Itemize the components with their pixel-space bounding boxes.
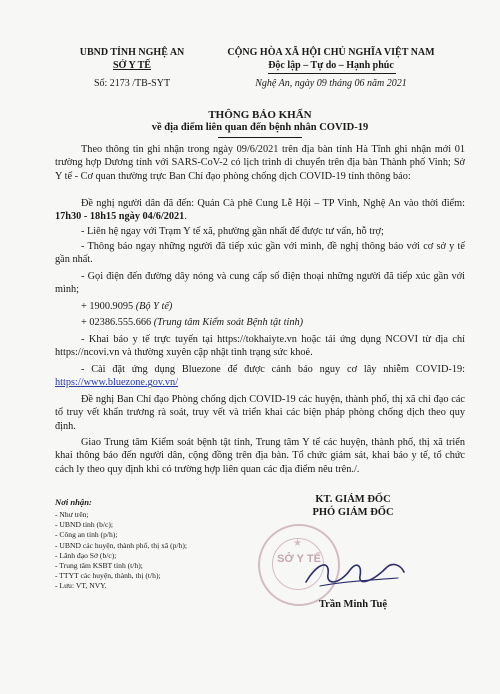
recipient-item: - Công an tỉnh (p/h); <box>55 530 118 540</box>
paragraph-location <box>55 197 465 224</box>
recipient-item: - Lãnh đạo Sở (b/c); <box>55 550 117 560</box>
document-title: THÔNG BÁO KHẨN <box>208 109 312 121</box>
paragraph-steering: Đề nghị Ban Chỉ đạo Phòng chống dịch COVID-19 các huyện, thành phố, thị xã chỉ đạo các tổ truy vết khẩn trương rà soát, truy vết và triển khai các biện pháp phòng chống dịch theo quy định. <box>55 394 465 432</box>
signature-position: PHÓ GIÁM ĐỐC <box>312 507 394 518</box>
recipient-item: - Lưu: VT, NVY. <box>55 581 107 591</box>
recipients-heading: Nơi nhận: <box>55 497 92 507</box>
paragraph-declaration: - Khai báo y tế trực tuyến tại https://tokhaiyte.vn hoặc tải ứng dụng NCOVI từ địa chỉ https://ncovi.vn và thường xuyên cập nhật tình trạng sức khoẻ. <box>55 334 465 359</box>
document-number: Số: 2173 /TB-SYT <box>93 78 171 89</box>
hotline-1-number: + 1900.9095 <box>81 301 136 312</box>
paragraph-hotline: - Gọi điện đến đường dây nóng và cung cấp số điện thoại những người đã tiếp xúc gần với mình; <box>55 271 465 296</box>
recipients-list <box>55 510 187 592</box>
seal-text: SỞ Y TẾ <box>277 553 321 565</box>
recipient-item: - Trung tâm KSBT tỉnh (t/h); <box>55 561 143 571</box>
location-text: Đề nghị người dân đã đến: Quán Cà phê Cung Lễ Hội – TP Vinh, Nghệ An vào thời điểm: <box>81 198 465 209</box>
seal-star-icon: ★ <box>293 538 302 549</box>
paragraph-notify: - Thông báo ngay những người đã tiếp xúc gần với mình, đề nghị thông báo với cơ sở y tế gần nhất. <box>55 241 465 266</box>
hotline-2-number: + 02386.555.666 <box>81 317 154 328</box>
hotline-1-owner: (Bộ Y tế) <box>135 301 173 312</box>
bluezone-link[interactable]: https://www.bluezone.gov.vn/ <box>55 377 179 389</box>
location-time: 17h30 - 18h15 ngày 04/6/2021 <box>55 211 185 223</box>
agency-name: UBND TỈNH NGHỆ AN <box>79 47 185 58</box>
signature-title: KT. GIÁM ĐỐC <box>315 494 391 505</box>
national-motto: Độc lập – Tự do – Hạnh phúc <box>268 60 394 71</box>
nation-name: CỘNG HÒA XÃ HỘI CHỦ NGHĨA VIỆT NAM <box>227 47 435 58</box>
paragraph-assignment: Giao Trung tâm Kiểm soát bệnh tật tỉnh, Trung tâm Y tế các huyện, thành phố, thị xã triển khai thông báo đến người dân, cộng đồng trên địa bàn. Tổ chức giám sát, khai báo y tế, tổ chức cách ly theo quy định khi có trường hợp liên quan các địa điểm nêu trên./. <box>55 437 465 475</box>
document-date: Nghệ An, ngày 09 tháng 06 năm 2021 <box>255 78 407 89</box>
paragraph-intro: Theo thông tin ghi nhận trong ngày 09/6/2021 trên địa bàn tỉnh Hà Tĩnh ghi nhận mới 01 trường hợp Dương tính với SARS-CoV-2 có lịch trình di chuyển trên địa bàn Thành phố Vinh; Sở Y tế - Cơ quan thường trực Ban Chỉ đạo phòng chống dịch COVID-19 tỉnh thông báo: <box>55 144 465 182</box>
title-underline <box>218 137 302 138</box>
location-period: . <box>184 211 187 223</box>
recipient-item: - UBND các huyện, thành phố, thị xã (p/h); <box>55 540 188 550</box>
handwritten-signature <box>300 556 410 592</box>
hotline-2-owner: (Trung tâm Kiểm soát Bệnh tật tỉnh) <box>153 317 304 328</box>
hotline-1 <box>55 300 465 313</box>
document-subtitle: về địa điểm liên quan đến bệnh nhân COVID-19 <box>151 122 369 133</box>
paragraph-contact: - Liên hệ ngay với Trạm Y tế xã, phường gần nhất để được tư vấn, hỗ trợ; <box>81 226 384 237</box>
bluezone-text: - Cài đặt ứng dụng Bluezone để được cảnh báo nguy cơ lây nhiễm COVID-19: <box>81 364 465 375</box>
paragraph-bluezone <box>55 363 465 390</box>
hotline-2 <box>55 316 465 329</box>
recipient-item: - TTYT các huyện, thành, thị (t/h); <box>55 571 161 581</box>
motto-underline <box>268 73 396 74</box>
recipient-item: - UBND tỉnh (b/c); <box>55 520 113 530</box>
signer-name: Trần Minh Tuệ <box>318 599 388 610</box>
recipient-item: - Như trên; <box>55 510 89 519</box>
department-name: SỞ Y TẾ <box>113 60 151 71</box>
